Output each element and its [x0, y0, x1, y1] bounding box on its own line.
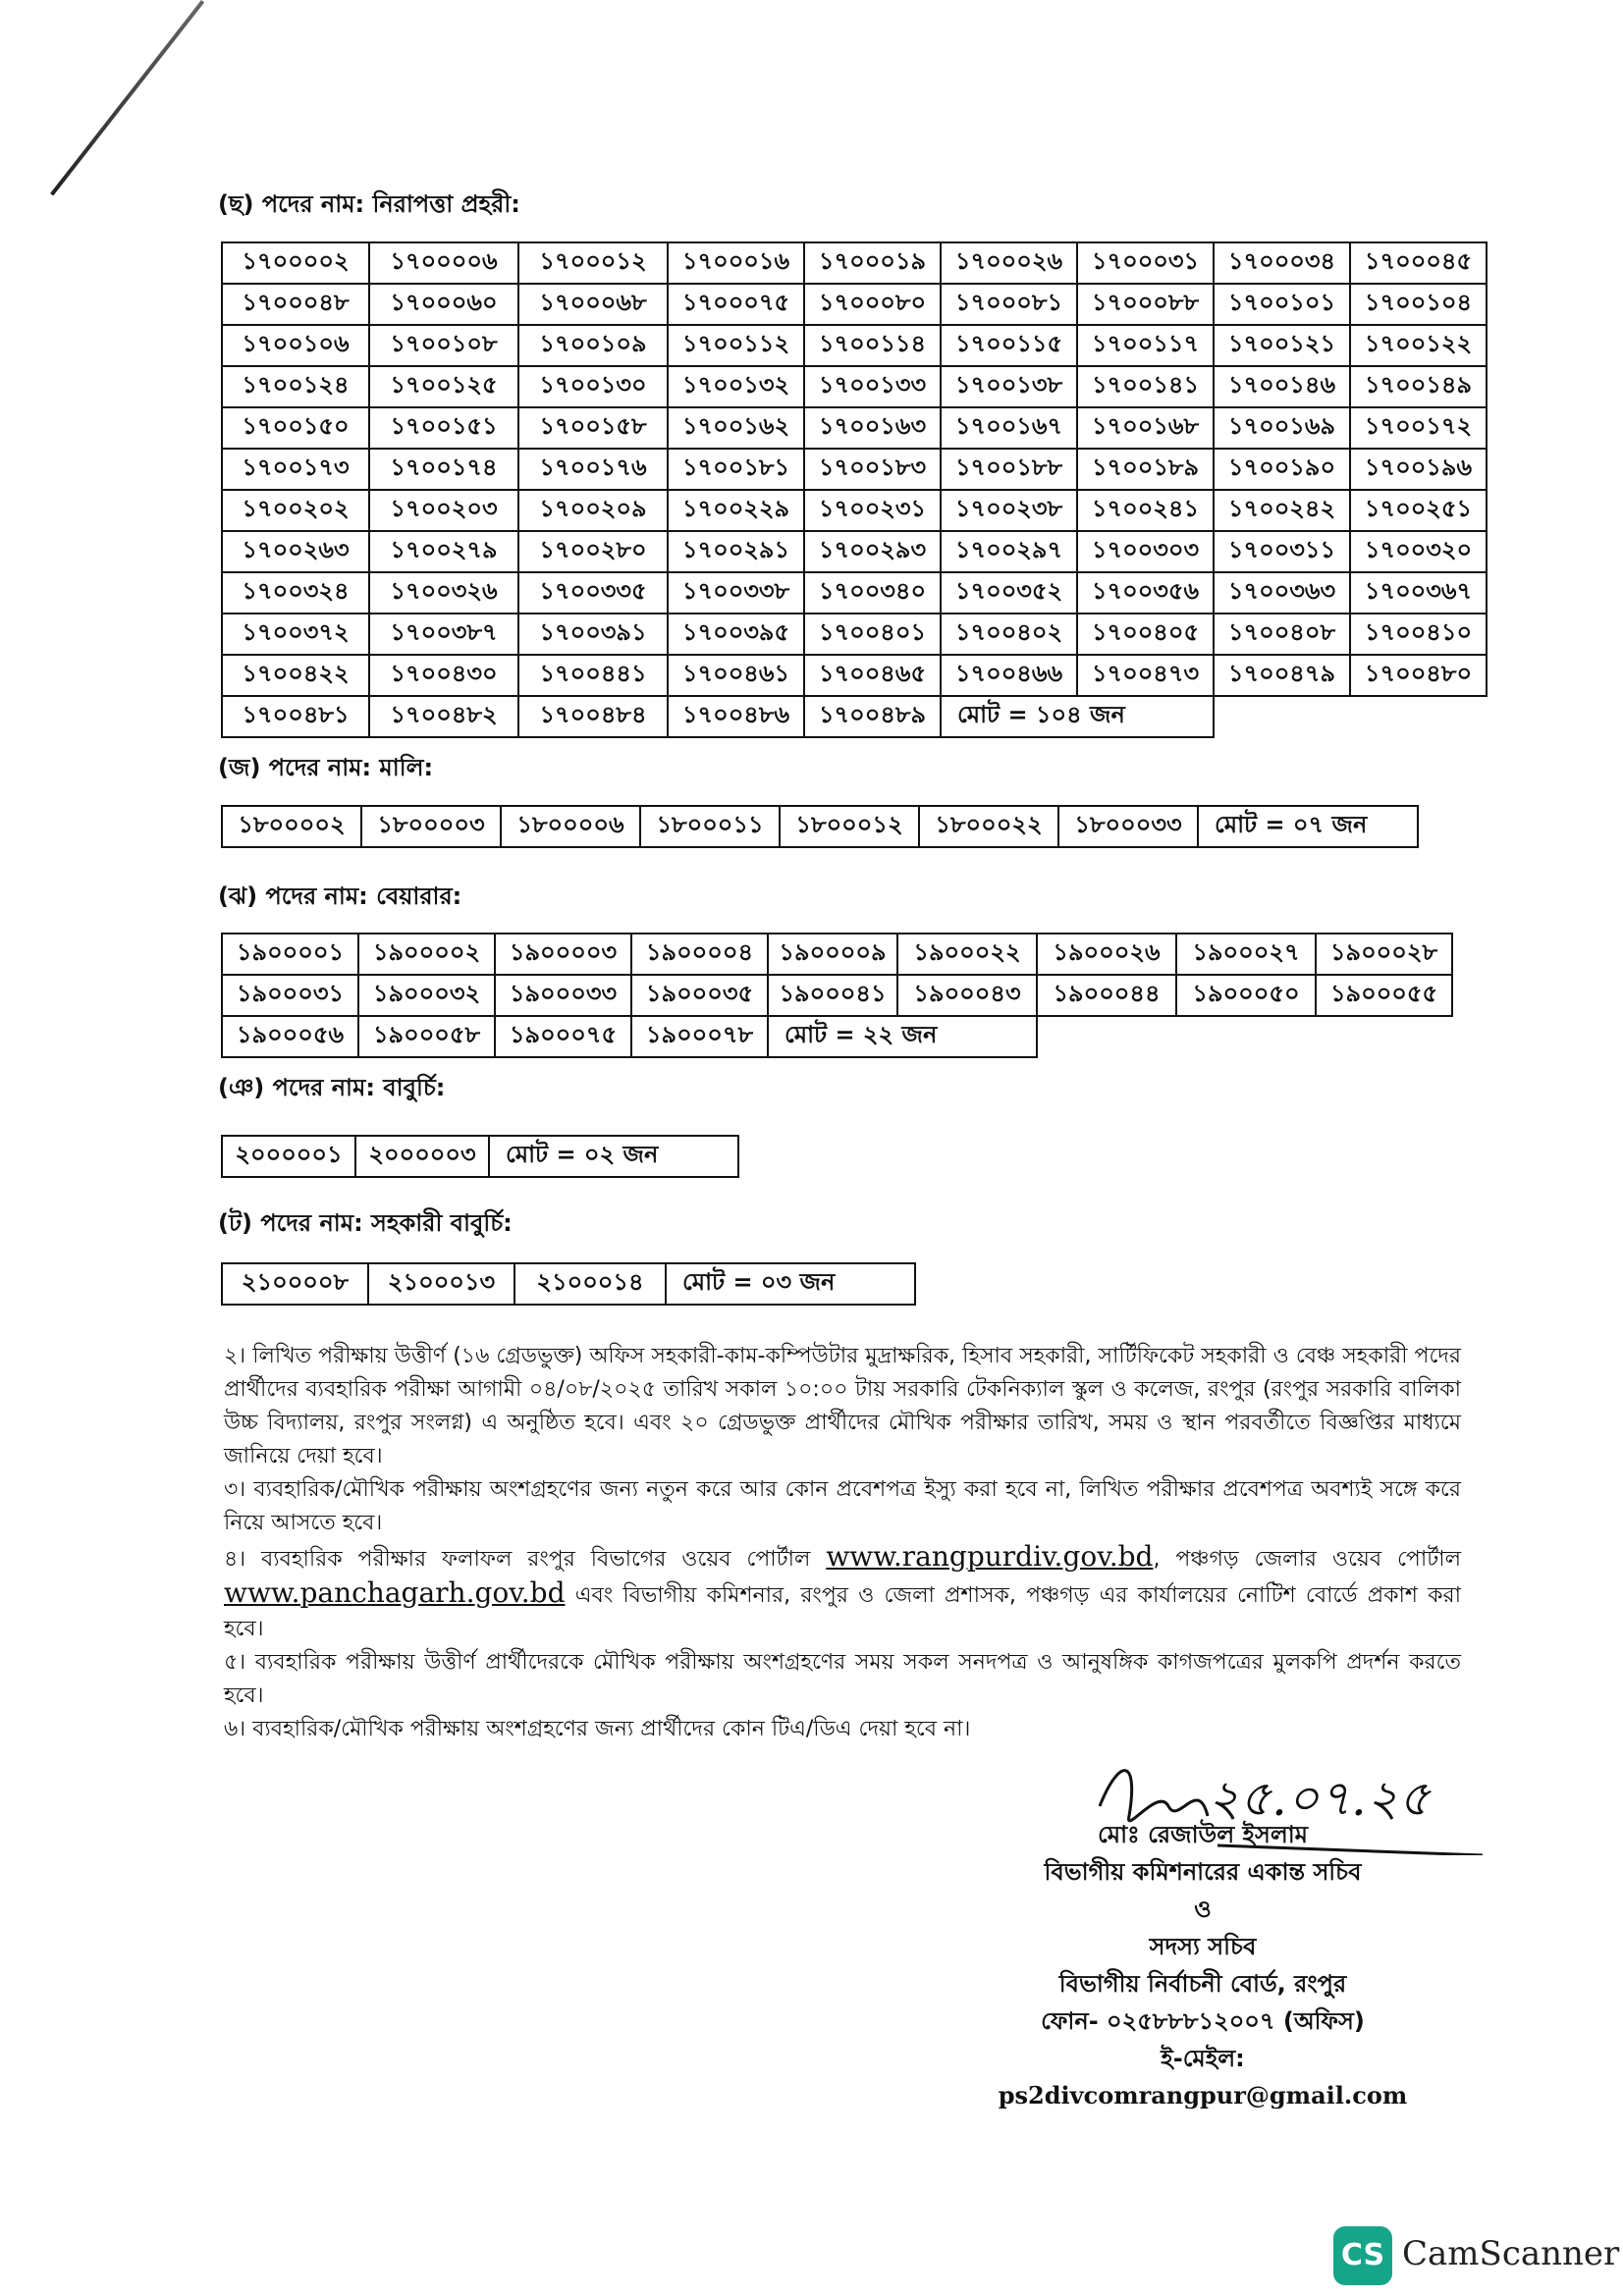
- note-5: ৫। ব্যবহারিক পরীক্ষায় উত্তীর্ণ প্রার্থীদেরকে মৌখিক পরীক্ষায় অংশগ্রহণের সময় সকল সনদপত্র ও আনুষঙ্গিক কাগজপত্রের মুলকপি প্রদর্শন করতে হবে।: [224, 1650, 1461, 1708]
- roll-number-cell: ১৯০০০২৭: [1176, 934, 1316, 975]
- roll-number-cell: ১৭০০১৬৭: [941, 407, 1077, 449]
- roll-number-cell: ১৭০০১৭৪: [369, 449, 518, 490]
- roll-number-cell: ১৭০০১১২: [668, 325, 804, 366]
- roll-number-cell: ১৭০০৩৩৮: [668, 572, 804, 614]
- roll-number-cell: ১৭০০২৯৭: [941, 531, 1077, 572]
- roll-table-gardener: [221, 805, 1419, 848]
- roll-number-cell: ১৯০০০৩২: [358, 975, 495, 1016]
- roll-number-cell: ১৭০০১১৭: [1077, 325, 1214, 366]
- roll-number-cell: ১৭০০১৭৩: [222, 449, 369, 490]
- rangpur-portal-link[interactable]: www.rangpurdiv.gov.bd: [826, 1540, 1154, 1573]
- roll-number-cell: ১৭০০০৬৮: [518, 284, 668, 325]
- roll-number-cell: ১৯০০০০৪: [631, 934, 768, 975]
- roll-number-cell: ১৭০০১০১: [1214, 284, 1350, 325]
- empty-cell: [1350, 696, 1487, 737]
- roll-number-cell: ১৭০০৪৮৯: [804, 696, 941, 737]
- roll-number-cell: ১৭০০২০৯: [518, 490, 668, 531]
- roll-number-cell: ১৭০০২২৯: [668, 490, 804, 531]
- roll-number-cell: ১৭০০১১৪: [804, 325, 941, 366]
- roll-number-cell: ১৭০০১৮৩: [804, 449, 941, 490]
- roll-number-cell: ১৭০০৪৩০: [369, 655, 518, 696]
- roll-number-cell: ১৭০০১১৫: [941, 325, 1077, 366]
- roll-number-cell: ১৭০০৪৮৬: [668, 696, 804, 737]
- roll-number-cell: ১৭০০৩৩৫: [518, 572, 668, 614]
- total-count-cell: মোট = ১০৪ জন: [941, 696, 1214, 737]
- roll-table-cook: [221, 1135, 739, 1178]
- roll-number-cell: ১৭০০৪০১: [804, 614, 941, 655]
- roll-number-cell: ১৭০০১০৯: [518, 325, 668, 366]
- roll-number-cell: ১৭০০০৭৫: [668, 284, 804, 325]
- table-row: [222, 366, 1487, 407]
- notice-notes: [224, 1340, 1461, 1746]
- roll-number-cell: ১৭০০২৫১: [1350, 490, 1487, 531]
- roll-table-security-guard: [221, 241, 1488, 738]
- roll-number-cell: ১৭০০১২৪: [222, 366, 369, 407]
- roll-number-cell: ১৭০০১২১: [1214, 325, 1350, 366]
- roll-number-cell: ১৭০০২৪১: [1077, 490, 1214, 531]
- roll-number-cell: ১৭০০১০৬: [222, 325, 369, 366]
- table-row: [222, 325, 1487, 366]
- roll-number-cell: ১৯০০০৪৪: [1037, 975, 1176, 1016]
- roll-number-cell: ১৮০০০০৬: [501, 806, 640, 847]
- roll-number-cell: ১৭০০৪৭৩: [1077, 655, 1214, 696]
- roll-number-cell: ১৭০০৪৮৪: [518, 696, 668, 737]
- roll-number-cell: ১৯০০০০৯: [768, 934, 897, 975]
- signatory-title-1: বিভাগীয় কমিশনারের একান্ত সচিব: [1044, 1858, 1362, 1886]
- roll-number-cell: ১৭০০৪০২: [941, 614, 1077, 655]
- roll-number-cell: ১৯০০০০২: [358, 934, 495, 975]
- camscanner-watermark: CamScanner: [1402, 2234, 1620, 2273]
- roll-number-cell: ১৭০০৪৬১: [668, 655, 804, 696]
- table-row: [222, 284, 1487, 325]
- table-row: [222, 449, 1487, 490]
- roll-number-cell: ১৯০০০৪৩: [897, 975, 1037, 1016]
- signatory-title-2: সদস্য সচিব: [1149, 1933, 1257, 1960]
- panchagarh-portal-link[interactable]: www.panchagarh.gov.bd: [224, 1576, 566, 1609]
- signatory-board: বিভাগীয় নির্বাচনী বোর্ড, রংপুর: [1058, 1970, 1347, 1998]
- email-address[interactable]: ps2divcomrangpur@gmail.com: [998, 2081, 1408, 2109]
- roll-number-cell: ১৭০০০৬০: [369, 284, 518, 325]
- roll-number-cell: ২১০০০১৩: [368, 1263, 514, 1305]
- roll-number-cell: ১৭০০০১২: [518, 242, 668, 284]
- roll-number-cell: ১৭০০১৩৩: [804, 366, 941, 407]
- roll-number-cell: ১৭০০৩২০: [1350, 531, 1487, 572]
- roll-number-cell: ১৮০০০৩৩: [1058, 806, 1198, 847]
- note-4-part-b: , পঞ্চগড় জেলার ওয়েব পোর্টাল: [1153, 1547, 1462, 1572]
- table-row: [222, 1263, 915, 1305]
- roll-number-cell: ১৭০০৩৫৬: [1077, 572, 1214, 614]
- roll-number-cell: ১৮০০০১১: [640, 806, 780, 847]
- roll-number-cell: ১৭০০১০৪: [1350, 284, 1487, 325]
- table-row: [222, 531, 1487, 572]
- roll-number-cell: ১৭০০৩৪০: [804, 572, 941, 614]
- roll-number-cell: ১৭০০১৫০: [222, 407, 369, 449]
- empty-cell: [1214, 696, 1350, 737]
- roll-number-cell: ১৭০০১৬৯: [1214, 407, 1350, 449]
- roll-number-cell: ১৭০০১৬৩: [804, 407, 941, 449]
- table-row: [222, 242, 1487, 284]
- roll-number-cell: ১৭০০০৪৮: [222, 284, 369, 325]
- roll-number-cell: ১৭০০০৮৮: [1077, 284, 1214, 325]
- email-label: ই-মেইল:: [1161, 2045, 1245, 2072]
- roll-number-cell: ১৭০০১৬২: [668, 407, 804, 449]
- note-4-part-c: এবং বিভাগীয় কমিশনার, রংপুর ও জেলা প্রশাসক, পঞ্চগড় এর কার্যালয়ের নোটিশ বোর্ডে প্রকাশ করা হবে।: [224, 1583, 1461, 1641]
- roll-number-cell: ১৯০০০৫০: [1176, 975, 1316, 1016]
- total-count-cell: মোট = ২২ জন: [768, 1016, 1037, 1057]
- section-heading-security-guard: (ছ) পদের নাম: নিরাপত্তা প্রহরী:: [218, 190, 520, 218]
- roll-number-cell: ১৭০০৪৮১: [222, 696, 369, 737]
- roll-number-cell: ১৭০০৩৯৫: [668, 614, 804, 655]
- empty-cell: [1176, 1016, 1316, 1057]
- roll-number-cell: ১৭০০৩১১: [1214, 531, 1350, 572]
- table-row: [222, 407, 1487, 449]
- roll-number-cell: ১৭০০০১৯: [804, 242, 941, 284]
- table-row: [222, 614, 1487, 655]
- roll-number-cell: ১৭০০১২২: [1350, 325, 1487, 366]
- note-4-part-a: ৪। ব্যবহারিক পরীক্ষার ফলাফল রংপুর বিভাগের ওয়েব পোর্টাল: [224, 1547, 811, 1572]
- roll-number-cell: ১৭০০০৮০: [804, 284, 941, 325]
- roll-number-cell: ১৯০০০৭৮: [631, 1016, 768, 1057]
- roll-number-cell: ১৭০০৩৯১: [518, 614, 668, 655]
- roll-number-cell: ১৮০০০০৩: [361, 806, 501, 847]
- roll-number-cell: ১৯০০০২৮: [1316, 934, 1452, 975]
- total-count-cell: মোট = ০৩ জন: [666, 1263, 915, 1305]
- roll-number-cell: ১৭০০১২৫: [369, 366, 518, 407]
- roll-number-cell: ১৭০০৩০৩: [1077, 531, 1214, 572]
- roll-number-cell: ১৭০০১৭২: [1350, 407, 1487, 449]
- roll-number-cell: ১৭০০০০৬: [369, 242, 518, 284]
- table-row: [222, 696, 1487, 737]
- roll-number-cell: ১৯০০০৪১: [768, 975, 897, 1016]
- roll-number-cell: ১৭০০৩৬৭: [1350, 572, 1487, 614]
- roll-number-cell: ১৭০০৪৪১: [518, 655, 668, 696]
- roll-number-cell: ২১০০০১৪: [514, 1263, 666, 1305]
- signatory-phone: ফোন- ০২৫৮৮৮১২০০৭ (অফিস): [1041, 2007, 1365, 2035]
- table-row: [222, 490, 1487, 531]
- roll-number-cell: ১৭০০১৮৮: [941, 449, 1077, 490]
- roll-number-cell: ১৮০০০১২: [780, 806, 919, 847]
- note-6: ৬। ব্যবহারিক/মৌখিক পরীক্ষায় অংশগ্রহণের জন্য প্রার্থীদের কোন টিএ/ডিএ দেয়া হবে না।: [224, 1717, 971, 1741]
- signatory-name: মোঃ রেজাউল ইসলাম: [1098, 1821, 1308, 1848]
- roll-number-cell: ১৭০০৪৬৫: [804, 655, 941, 696]
- roll-number-cell: ১৭০০৩২৪: [222, 572, 369, 614]
- total-count-cell: মোট = ০২ জন: [489, 1136, 738, 1177]
- roll-number-cell: ১৭০০৩৮৭: [369, 614, 518, 655]
- roll-number-cell: ১৭০০২০৩: [369, 490, 518, 531]
- roll-number-cell: ১৭০০১৯৬: [1350, 449, 1487, 490]
- table-row: [222, 975, 1452, 1016]
- section-heading-assistant-cook: (ট) পদের নাম: সহকারী বাবুর্চি:: [218, 1209, 513, 1237]
- roll-number-cell: ১৭০০০০২: [222, 242, 369, 284]
- roll-number-cell: ১৯০০০০১: [222, 934, 358, 975]
- signature-date: ২৫.০৭.২৫: [1208, 1770, 1431, 1827]
- section-heading-cook: (ঞ) পদের নাম: বাবুর্চি:: [218, 1074, 446, 1101]
- roll-number-cell: ১৭০০১৪১: [1077, 366, 1214, 407]
- roll-number-cell: ১৭০০২৩৮: [941, 490, 1077, 531]
- roll-number-cell: ১৭০০১৯০: [1214, 449, 1350, 490]
- total-count-cell: মোট = ০৭ জন: [1198, 806, 1418, 847]
- roll-number-cell: ১৯০০০০৩: [495, 934, 631, 975]
- roll-number-cell: ১৭০০৪০৫: [1077, 614, 1214, 655]
- signatory-email: [982, 2040, 1424, 2114]
- roll-number-cell: ১৭০০১৮৯: [1077, 449, 1214, 490]
- roll-number-cell: ২১০০০০৮: [222, 1263, 368, 1305]
- roll-number-cell: ১৭০০১৭৬: [518, 449, 668, 490]
- roll-number-cell: ১৭০০৪১০: [1350, 614, 1487, 655]
- roll-number-cell: ১৭০০০৩১: [1077, 242, 1214, 284]
- roll-number-cell: ১৯০০০৫৮: [358, 1016, 495, 1057]
- empty-cell: [1037, 1016, 1176, 1057]
- roll-number-cell: ১৯০০০৭৫: [495, 1016, 631, 1057]
- roll-number-cell: ১৭০০১৩০: [518, 366, 668, 407]
- signature-block: [982, 1816, 1424, 2114]
- roll-number-cell: ১৭০০৪২২: [222, 655, 369, 696]
- roll-number-cell: ১৭০০০৮১: [941, 284, 1077, 325]
- roll-number-cell: ১৭০০২৩১: [804, 490, 941, 531]
- table-row: [222, 572, 1487, 614]
- scan-edge-line: [50, 0, 204, 195]
- roll-number-cell: ১৭০০০১৬: [668, 242, 804, 284]
- roll-number-cell: ১৭০০২৪২: [1214, 490, 1350, 531]
- roll-number-cell: ২০০০০০৩: [355, 1136, 489, 1177]
- roll-number-cell: ১৭০০২৯১: [668, 531, 804, 572]
- roll-number-cell: ১৯০০০৩১: [222, 975, 358, 1016]
- roll-number-cell: ১৮০০০২২: [919, 806, 1058, 847]
- note-2: ২। লিখিত পরীক্ষায় উত্তীর্ণ (১৬ গ্রেডভুক্ত) অফিস সহকারী-কাম-কম্পিউটার মুদ্রাক্ষরিক, হিসাব সহকারী, সার্টিফিকেট সহকারী ও বেঞ্চ সহকারী পদের প্রার্থীদের ব্যবহারিক পরীক্ষা আগামী ০৪/০৮/২০২৫ তারিখ সকাল ১০:০০ টায় সরকারি টেকনিক্যাল স্কুল ও কলেজ, রংপুর (রংপুর সরকারি বালিকা উচ্চ বিদ্যালয়, রংপুর সংলগ্ন) এ অনুষ্ঠিত হবে। এবং ২০ গ্রেডভুক্ত প্রার্থীদের মৌখিক পরীক্ষার তারিখ, সময় ও স্থান পরবর্তীতে বিজ্ঞপ্তির মাধ্যমে জানিয়ে দেয়া হবে।: [224, 1344, 1461, 1468]
- roll-number-cell: ১৯০০০৩৫: [631, 975, 768, 1016]
- roll-number-cell: ১৭০০১৫৮: [518, 407, 668, 449]
- roll-number-cell: ১৭০০২৭৯: [369, 531, 518, 572]
- roll-number-cell: ১৯০০০৩৩: [495, 975, 631, 1016]
- table-row: [222, 806, 1418, 847]
- roll-number-cell: ১৭০০০৩৪: [1214, 242, 1350, 284]
- roll-number-cell: ২০০০০০১: [222, 1136, 355, 1177]
- roll-number-cell: ১৯০০০৫৬: [222, 1016, 358, 1057]
- roll-number-cell: ১৭০০৩৬৩: [1214, 572, 1350, 614]
- roll-number-cell: ১৭০০২৮০: [518, 531, 668, 572]
- roll-number-cell: ১৭০০১৬৮: [1077, 407, 1214, 449]
- roll-number-cell: ১৮০০০০২: [222, 806, 361, 847]
- roll-number-cell: ১৭০০৩৫২: [941, 572, 1077, 614]
- section-heading-bearer: (ঝ) পদের নাম: বেয়ারার:: [218, 882, 462, 910]
- roll-table-assistant-cook: [221, 1262, 916, 1306]
- roll-number-cell: ১৭০০১০৮: [369, 325, 518, 366]
- empty-cell: [1316, 1016, 1452, 1057]
- signatory-and: ও: [1194, 1896, 1212, 1923]
- roll-number-cell: ১৭০০১৮১: [668, 449, 804, 490]
- roll-number-cell: ১৭০০২৯৩: [804, 531, 941, 572]
- roll-number-cell: ১৭০০০২৬: [941, 242, 1077, 284]
- roll-number-cell: ১৯০০০২২: [897, 934, 1037, 975]
- roll-number-cell: ১৯০০০২৬: [1037, 934, 1176, 975]
- roll-number-cell: ১৭০০৪৮০: [1350, 655, 1487, 696]
- camscanner-logo-icon: CS: [1333, 2226, 1392, 2285]
- note-3: ৩। ব্যবহারিক/মৌখিক পরীক্ষায় অংশগ্রহণের জন্য নতুন করে আর কোন প্রবেশপত্র ইস্যু করা হবে না, লিখিত পরীক্ষার প্রবেশপত্র অবশ্যই সঙ্গে করে নিয়ে আসতে হবে।: [224, 1477, 1461, 1535]
- table-row: [222, 1136, 738, 1177]
- roll-number-cell: ১৭০০৩৭২: [222, 614, 369, 655]
- roll-number-cell: ১৭০০২৬৩: [222, 531, 369, 572]
- roll-number-cell: ১৭০০৪০৮: [1214, 614, 1350, 655]
- roll-table-bearer: [221, 933, 1453, 1058]
- note-4: [224, 1540, 1461, 1646]
- table-row: [222, 1016, 1452, 1057]
- roll-number-cell: ১৭০০১৩২: [668, 366, 804, 407]
- roll-number-cell: ১৭০০১৩৮: [941, 366, 1077, 407]
- roll-number-cell: ১৭০০৩২৬: [369, 572, 518, 614]
- section-heading-gardener: (জ) পদের নাম: মালি:: [218, 754, 434, 781]
- roll-number-cell: ১৭০০৪৮২: [369, 696, 518, 737]
- roll-number-cell: ১৭০০৪৬৬: [941, 655, 1077, 696]
- roll-number-cell: ১৭০০০৪৫: [1350, 242, 1487, 284]
- table-row: [222, 655, 1487, 696]
- roll-number-cell: ১৭০০১৪৬: [1214, 366, 1350, 407]
- roll-number-cell: ১৯০০০৫৫: [1316, 975, 1452, 1016]
- roll-number-cell: ১৭০০২০২: [222, 490, 369, 531]
- roll-number-cell: ১৭০০৪৭৯: [1214, 655, 1350, 696]
- table-row: [222, 934, 1452, 975]
- roll-number-cell: ১৭০০১৫১: [369, 407, 518, 449]
- roll-number-cell: ১৭০০১৪৯: [1350, 366, 1487, 407]
